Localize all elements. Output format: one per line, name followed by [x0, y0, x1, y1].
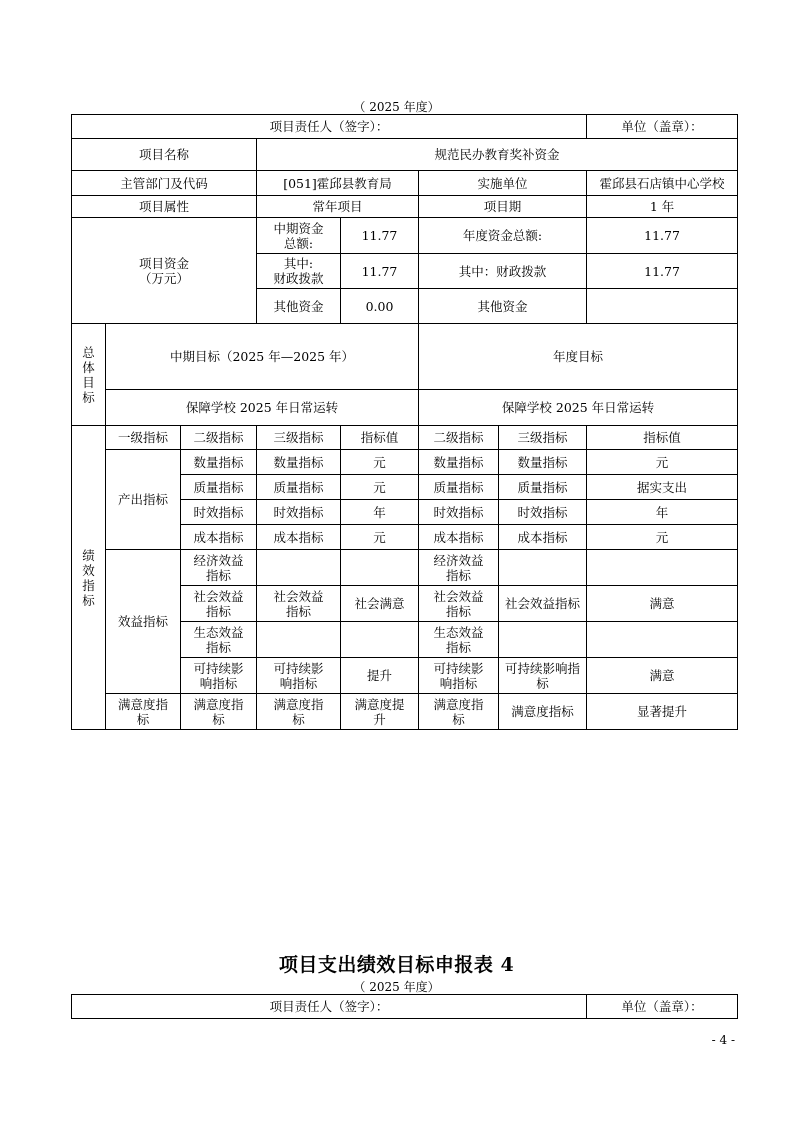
table-cell: 数量指标	[499, 450, 587, 475]
table-cell: 年	[587, 500, 738, 525]
table-cell	[499, 622, 587, 658]
table-cell: 生态效益 指标	[181, 622, 257, 658]
benefit-indicator-label: 效益指标	[106, 550, 181, 694]
table-cell: 成本指标	[181, 525, 257, 550]
overall-goal-label: 总 体 目 标	[72, 324, 106, 426]
performance-target-table-2	[71, 994, 738, 1019]
table-cell: 满意度指 标	[419, 694, 499, 730]
table-cell: 可持续影 响指标	[419, 658, 499, 694]
table-cell: 经济效益 指标	[181, 550, 257, 586]
year-goal-text: 保障学校 2025 年日常运转	[419, 390, 738, 426]
table-cell: 质量指标	[181, 475, 257, 500]
mid-goal-label: 中期目标（2025 年—2025 年）	[106, 324, 419, 390]
header-cell: 指标值	[341, 426, 419, 450]
project-attr-value: 常年项目	[257, 196, 419, 218]
performance-indicator-label: 绩 效 指 标	[72, 426, 106, 730]
table-cell: 满意	[587, 658, 738, 694]
table-cell: 社会效益 指标	[257, 586, 341, 622]
table-cell	[257, 622, 341, 658]
project-period-value: 1 年	[587, 196, 738, 218]
output-indicator-label: 产出指标	[106, 450, 181, 550]
mid-other-value: 0.00	[341, 289, 419, 324]
table-cell: 可持续影 响指标	[181, 658, 257, 694]
table-cell: 经济效益 指标	[419, 550, 499, 586]
mid-total-value: 11.77	[341, 218, 419, 254]
table-cell	[257, 550, 341, 586]
table-cell: 元	[341, 450, 419, 475]
year-other-label: 其他资金	[419, 289, 587, 324]
table-cell: 生态效益 指标	[419, 622, 499, 658]
table-cell: 据实支出	[587, 475, 738, 500]
mid-other-label: 其他资金	[257, 289, 341, 324]
table-cell: 元	[341, 475, 419, 500]
table-cell: 质量指标	[499, 475, 587, 500]
table-cell: 数量指标	[181, 450, 257, 475]
table-cell	[499, 550, 587, 586]
header-cell: 二级指标	[181, 426, 257, 450]
project-name-label: 项目名称	[72, 139, 257, 171]
table-cell: 数量指标	[257, 450, 341, 475]
table-cell: 质量指标	[257, 475, 341, 500]
year-total-label: 年度资金总额:	[419, 218, 587, 254]
impl-unit-value: 霍邱县石店镇中心学校	[587, 171, 738, 196]
table-cell: 时效指标	[257, 500, 341, 525]
table-cell: 时效指标	[499, 500, 587, 525]
table-cell: 社会效益 指标	[419, 586, 499, 622]
table-cell: 显著提升	[587, 694, 738, 730]
table-cell: 满意度指标	[499, 694, 587, 730]
table-cell: 质量指标	[419, 475, 499, 500]
dept-label: 主管部门及代码	[72, 171, 257, 196]
performance-target-table	[71, 114, 738, 730]
table-cell	[341, 622, 419, 658]
table-cell: 满意度指 标	[181, 694, 257, 730]
year-caption: （ 2025 年度）	[353, 100, 440, 114]
responsible-person-label: 项目责任人（签字）：	[72, 115, 587, 139]
table-cell: 满意度指 标	[257, 694, 341, 730]
table-cell: 数量指标	[419, 450, 499, 475]
table-cell: 元	[587, 525, 738, 550]
table-cell: 社会满意	[341, 586, 419, 622]
form-heading: 项目支出绩效目标申报表 4	[278, 954, 515, 976]
table-cell: 社会效益指标	[499, 586, 587, 622]
project-attr-label: 项目属性	[72, 196, 257, 218]
header-cell: 三级指标	[499, 426, 587, 450]
project-period-label: 项目期	[419, 196, 587, 218]
table-cell: 成本指标	[499, 525, 587, 550]
impl-unit-label: 实施单位	[419, 171, 587, 196]
table-cell: 可持续影 响指标	[257, 658, 341, 694]
page-number: - 4 -	[711, 1033, 735, 1047]
table-cell: 时效指标	[419, 500, 499, 525]
year-total-value: 11.77	[587, 218, 738, 254]
mid-fiscal-label: 其中: 财政拨款	[257, 254, 341, 289]
year-caption-2: （ 2025 年度）	[353, 980, 440, 994]
year-other-value	[587, 289, 738, 324]
project-name-value: 规范民办教育奖补资金	[257, 139, 738, 171]
table-cell: 满意度提 升	[341, 694, 419, 730]
year-fiscal-label: 其中：财政拨款	[419, 254, 587, 289]
responsible-person-label: 项目责任人（签字）：	[72, 995, 587, 1019]
mid-fiscal-value: 11.77	[341, 254, 419, 289]
table-cell: 成本指标	[257, 525, 341, 550]
header-cell: 一级指标	[106, 426, 181, 450]
year-fiscal-value: 11.77	[587, 254, 738, 289]
table-cell	[587, 550, 738, 586]
table-cell: 元	[341, 525, 419, 550]
table-cell: 元	[587, 450, 738, 475]
table-cell	[587, 622, 738, 658]
dept-value: [051]霍邱县教育局	[257, 171, 419, 196]
table-cell: 提升	[341, 658, 419, 694]
unit-seal-label: 单位（盖章）：	[587, 115, 738, 139]
table-cell: 成本指标	[419, 525, 499, 550]
table-cell: 年	[341, 500, 419, 525]
mid-total-label: 中期资金 总额:	[257, 218, 341, 254]
year-goal-label: 年度目标	[419, 324, 738, 390]
table-cell: 社会效益 指标	[181, 586, 257, 622]
table-cell: 时效指标	[181, 500, 257, 525]
header-cell: 二级指标	[419, 426, 499, 450]
table-cell	[341, 550, 419, 586]
satisfaction-indicator-label: 满意度指 标	[106, 694, 181, 730]
project-fund-label: 项目资金 （万元）	[72, 218, 257, 324]
table-cell: 可持续影响指 标	[499, 658, 587, 694]
header-cell: 指标值	[587, 426, 738, 450]
unit-seal-label: 单位（盖章）：	[587, 995, 738, 1019]
mid-goal-text: 保障学校 2025 年日常运转	[106, 390, 419, 426]
table-cell: 满意	[587, 586, 738, 622]
header-cell: 三级指标	[257, 426, 341, 450]
